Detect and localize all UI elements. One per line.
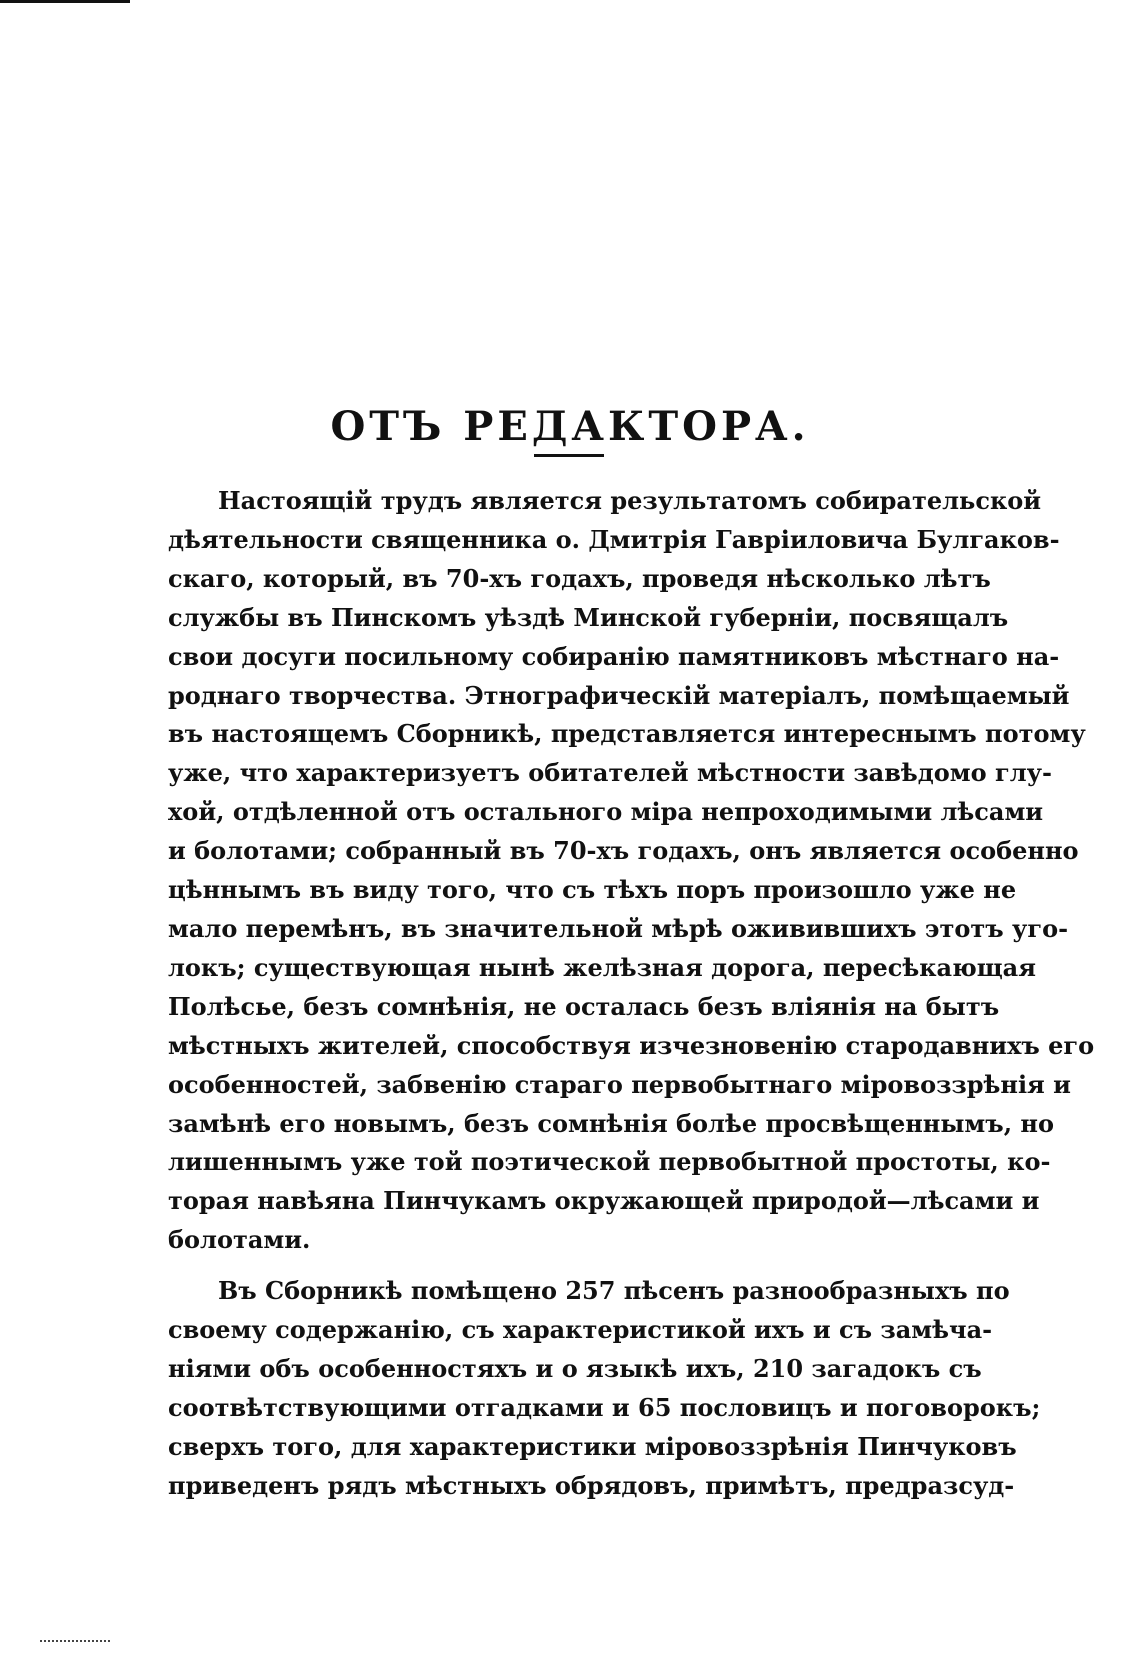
text-line: особенностей, забвенію стараго первобытнаго міровоззрѣнія и	[168, 1069, 1071, 1099]
text-line: торая навѣяна Пинчукамъ окружающей природой—лѣсами и	[168, 1186, 1040, 1216]
text-line: хой, отдѣленной отъ остального міра непроходимыми лѣсами	[168, 797, 1044, 827]
text-line: болотами.	[168, 1225, 311, 1255]
bottom-edge-mark	[40, 1640, 110, 1644]
text-line: мѣстныхъ жителей, способствуя изчезновенію стародавнихъ его	[168, 1030, 1095, 1060]
text-line: сверхъ того, для характеристики міровоззрѣнія Пинчуковъ	[168, 1431, 1017, 1461]
text-line: соотвѣтствующими отгадками и 65 пословицъ и поговорокъ;	[168, 1392, 1041, 1422]
text-line: и болотами; собранный въ 70-хъ годахъ, онъ является особенно	[168, 836, 1079, 866]
text-line: службы въ Пинскомъ уѣздѣ Минской губерніи, посвящалъ	[168, 602, 1009, 632]
page-title: ОТЪ РЕДАКТОРА.	[330, 402, 810, 450]
text-line: роднаго творчества. Этнографическій матеріалъ, помѣщаемый	[168, 680, 1070, 710]
text-line: замѣнѣ его новымъ, безъ сомнѣнія болѣе просвѣщеннымъ, но	[168, 1108, 1054, 1138]
text-line: дѣятельности священника о. Дмитрія Гавріиловича Булгаков-	[168, 524, 1060, 554]
text-line: свои досуги посильному собиранію памятниковъ мѣстнаго на-	[168, 641, 1060, 671]
paragraph-gap	[168, 1260, 978, 1272]
text-line: лишеннымъ уже той поэтической первобытной простоты, ко-	[168, 1147, 1051, 1177]
paragraph-1	[168, 482, 1095, 1260]
title-underline-rule	[534, 454, 604, 457]
text-line: мало перемѣнъ, въ значительной мѣрѣ оживившихъ этотъ уго-	[168, 913, 1069, 943]
text-line: своему содержанію, съ характеристикой ихъ и съ замѣча-	[168, 1315, 993, 1345]
top-edge-rule	[0, 0, 130, 3]
text-line: приведенъ рядъ мѣстныхъ обрядовъ, примѣтъ, предразсуд-	[168, 1470, 1015, 1500]
text-line: скаго, который, въ 70-хъ годахъ, проведя нѣсколько лѣтъ	[168, 563, 991, 593]
text-line: ніями объ особенностяхъ и о языкѣ ихъ, 210 загадокъ съ	[168, 1353, 982, 1383]
paragraph-2	[168, 1272, 1041, 1505]
text-line: Настоящій трудъ является результатомъ собирательской	[218, 486, 1042, 515]
text-line: въ настоящемъ Сборникѣ, представляется интереснымъ потому	[168, 719, 1086, 749]
text-line: Полѣсье, безъ сомнѣнія, не осталась безъ вліянія на бытъ	[168, 991, 1000, 1021]
text-line: локъ; существующая нынѣ желѣзная дорога, пересѣкающая	[168, 952, 1036, 982]
text-line: Въ Сборникѣ помѣщено 257 пѣсенъ разнообразныхъ по	[218, 1276, 1010, 1306]
text-line: цѣннымъ въ виду того, что съ тѣхъ поръ произошло уже не	[168, 875, 1017, 905]
body-text	[168, 482, 1095, 1506]
text-line: уже, что характеризуетъ обитателей мѣстности завѣдомо глу-	[168, 758, 1052, 788]
